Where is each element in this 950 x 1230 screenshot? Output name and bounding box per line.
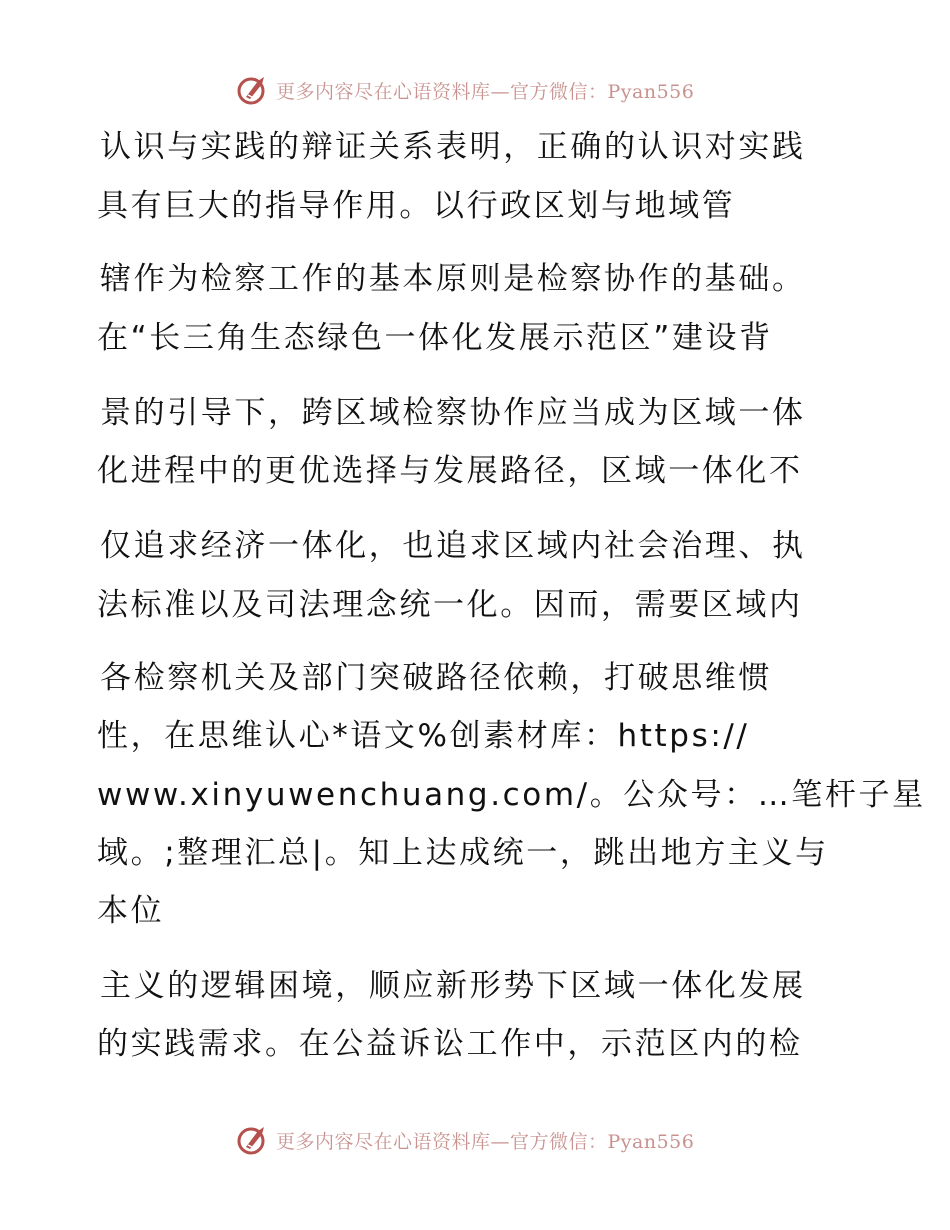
body-line-6: 化进程中的更优选择与发展路径，区域一体化不 — [97, 453, 803, 489]
pen-nib-logo-icon — [236, 73, 270, 107]
footer-banner — [236, 1120, 694, 1160]
body-line-12: 域。;整理汇总|。知上达成统一，跳出地方主义与 — [97, 835, 829, 871]
pen-nib-logo-icon — [236, 1123, 270, 1157]
body-line-13: 本位 — [97, 893, 165, 929]
body-line-1: 认识与实践的辩证关系表明，正确的认识对实践 — [100, 129, 806, 165]
body-line-9: 各检察机关及部门突破路径依赖，打破思维惯 — [100, 660, 772, 696]
body-line-14: 主义的逻辑困境，顺应新形势下区域一体化发展 — [100, 968, 806, 1004]
body-line-7: 仅追求经济一体化，也追求区域内社会治理、执 — [100, 528, 806, 564]
body-line-4: 在“长三角生态绿色一体化发展示范区”建设背 — [97, 320, 773, 356]
body-line-3: 辖作为检察工作的基本原则是检察协作的基础。 — [100, 261, 806, 297]
body-line-8: 法标准以及司法理念统一化。因而，需要区域内 — [97, 587, 803, 623]
body-line-15: 的实践需求。在公益诉讼工作中，示范区内的检 — [97, 1026, 803, 1062]
body-line-5: 景的引导下，跨区域检察协作应当成为区域一体 — [100, 395, 806, 431]
body-line-10: 性，在思维认心*语文%创素材库：https:// — [97, 718, 750, 754]
footer-text: 更多内容尽在心语资料库—官方微信：Pyan556 — [276, 1130, 695, 1153]
body-line-2: 具有巨大的指导作用。以行政区划与地域管 — [97, 188, 736, 224]
header-banner — [236, 70, 694, 110]
header-text: 更多内容尽在心语资料库—官方微信：Pyan556 — [276, 80, 695, 103]
body-line-11: www.xinyuwenchuang.com/。公众号：…笔杆子星 — [97, 777, 926, 813]
